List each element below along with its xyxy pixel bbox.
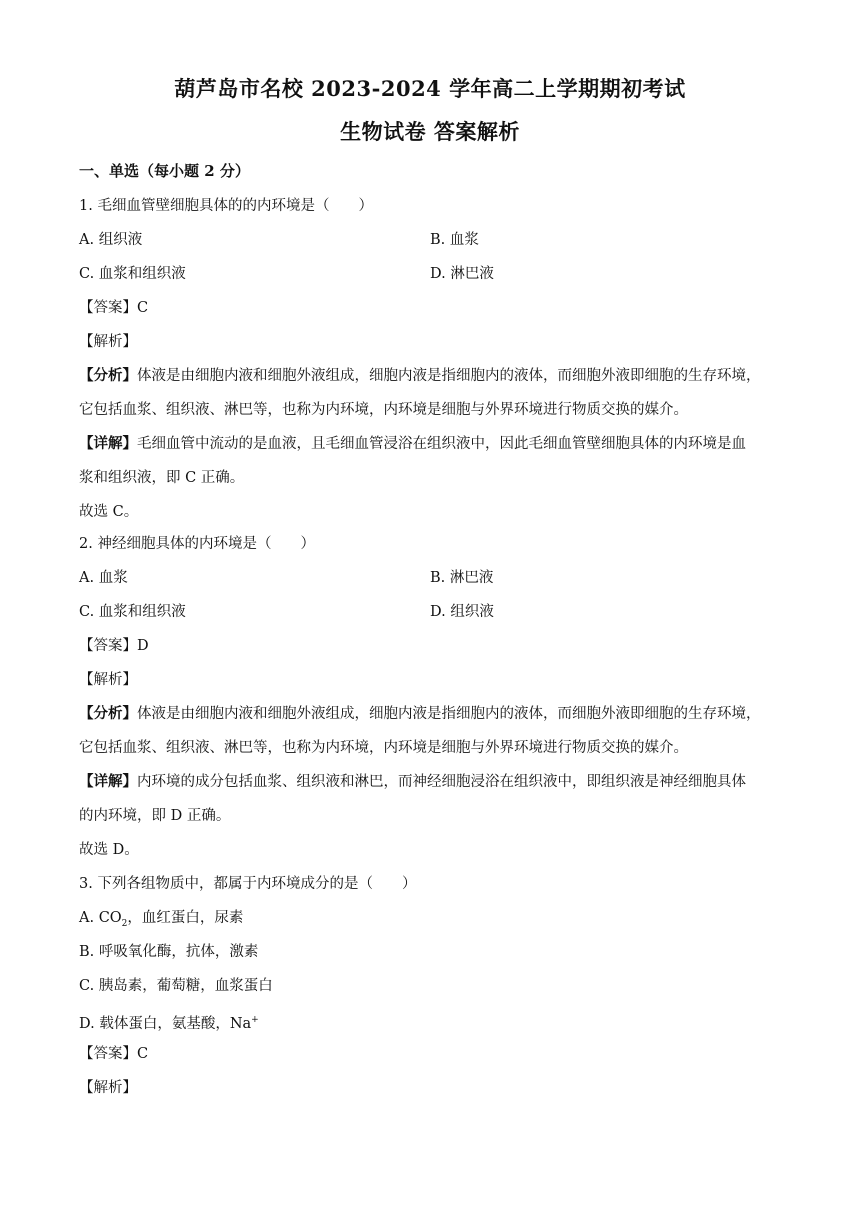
subscript: 2 bbox=[121, 918, 128, 929]
question-1-detail bbox=[79, 433, 784, 455]
option-a-suffix: ，血红蛋白，尿素 bbox=[127, 910, 244, 926]
question-2-analysis bbox=[79, 703, 784, 725]
option-d-prefix: D. 载体蛋白，氨基酸，Na bbox=[79, 1015, 252, 1032]
question-1-analysis bbox=[79, 365, 784, 387]
question-1-conclusion: 故选 C。 bbox=[79, 504, 139, 520]
question-2-option-d: D. 组织液 bbox=[430, 604, 494, 620]
question-3-option-c: C. 胰岛素，葡萄糖，血浆蛋白 bbox=[79, 978, 273, 994]
analysis-label: 【分析】 bbox=[79, 367, 137, 384]
question-2-option-c: C. 血浆和组织液 bbox=[79, 604, 186, 620]
document-title: 葫芦岛市名校 2023-2024 学年高二上学期期初考试 bbox=[174, 76, 686, 101]
question-2-answer bbox=[79, 635, 784, 657]
detail-label: 【详解】 bbox=[79, 435, 137, 452]
question-1-stem: 1. 毛细血管壁细胞具体的的内环境是（ ） bbox=[79, 198, 373, 214]
question-3-option-b: B. 呼吸氧化酶，抗体，激素 bbox=[79, 944, 259, 960]
answer-value: D bbox=[137, 638, 149, 654]
document-subtitle: 生物试卷 答案解析 bbox=[340, 119, 520, 144]
question-3-explanation-label: 【解析】 bbox=[79, 1080, 137, 1096]
question-3-stem: 3. 下列各组物质中，都属于内环境成分的是（ ） bbox=[79, 876, 417, 892]
question-3-option-d bbox=[79, 1009, 784, 1035]
question-1-explanation-label: 【解析】 bbox=[79, 334, 137, 350]
analysis-label: 【分析】 bbox=[79, 705, 137, 722]
question-1-option-a: A. 组织液 bbox=[79, 232, 143, 248]
question-1-option-c: C. 血浆和组织液 bbox=[79, 266, 186, 282]
question-1-analysis-cont: 它包括血浆、组织液、淋巴等，也称为内环境，内环境是细胞与外界环境进行物质交换的媒介。 bbox=[79, 402, 688, 418]
analysis-text: 体液是由细胞内液和细胞外液组成，细胞内液是指细胞内的液体，而细胞外液即细胞的生存环境， bbox=[137, 368, 761, 384]
answer-value: C bbox=[137, 1046, 149, 1062]
answer-label: 【答案】 bbox=[79, 1046, 137, 1062]
analysis-text: 体液是由细胞内液和细胞外液组成，细胞内液是指细胞内的液体，而细胞外液即细胞的生存环境， bbox=[137, 706, 761, 722]
question-2-option-b: B. 淋巴液 bbox=[430, 570, 494, 586]
question-2-explanation-label: 【解析】 bbox=[79, 672, 137, 688]
question-3-answer bbox=[79, 1043, 784, 1065]
question-1-option-d: D. 淋巴液 bbox=[430, 266, 494, 282]
question-1-answer bbox=[79, 297, 784, 319]
question-1-detail-cont: 浆和组织液，即 C 正确。 bbox=[79, 470, 245, 486]
question-1-option-b: B. 血浆 bbox=[430, 232, 479, 248]
answer-value: C bbox=[137, 300, 149, 316]
answer-label: 【答案】 bbox=[79, 300, 137, 316]
question-2-analysis-cont: 它包括血浆、组织液、淋巴等，也称为内环境，内环境是细胞与外界环境进行物质交换的媒介。 bbox=[79, 740, 688, 756]
question-2-conclusion: 故选 D。 bbox=[79, 842, 139, 858]
question-3-option-a bbox=[79, 907, 784, 935]
detail-text: 毛细血管中流动的是血液，且毛细血管浸浴在组织液中，因此毛细血管壁细胞具体的内环境是血 bbox=[137, 436, 746, 452]
section-heading: 一、单选（每小题 2 分） bbox=[79, 162, 250, 180]
detail-label: 【详解】 bbox=[79, 773, 137, 790]
question-2-stem: 2. 神经细胞具体的内环境是（ ） bbox=[79, 536, 315, 552]
answer-label: 【答案】 bbox=[79, 638, 137, 654]
question-2-detail bbox=[79, 771, 784, 793]
question-2-option-a: A. 血浆 bbox=[79, 570, 128, 586]
detail-text: 内环境的成分包括血浆、组织液和淋巴，而神经细胞浸浴在组织液中，即组织液是神经细胞具体 bbox=[137, 774, 746, 790]
option-a-prefix: A. CO bbox=[79, 910, 122, 926]
question-2-detail-cont: 的内环境，即 D 正确。 bbox=[79, 808, 231, 824]
superscript: + bbox=[251, 1015, 259, 1025]
